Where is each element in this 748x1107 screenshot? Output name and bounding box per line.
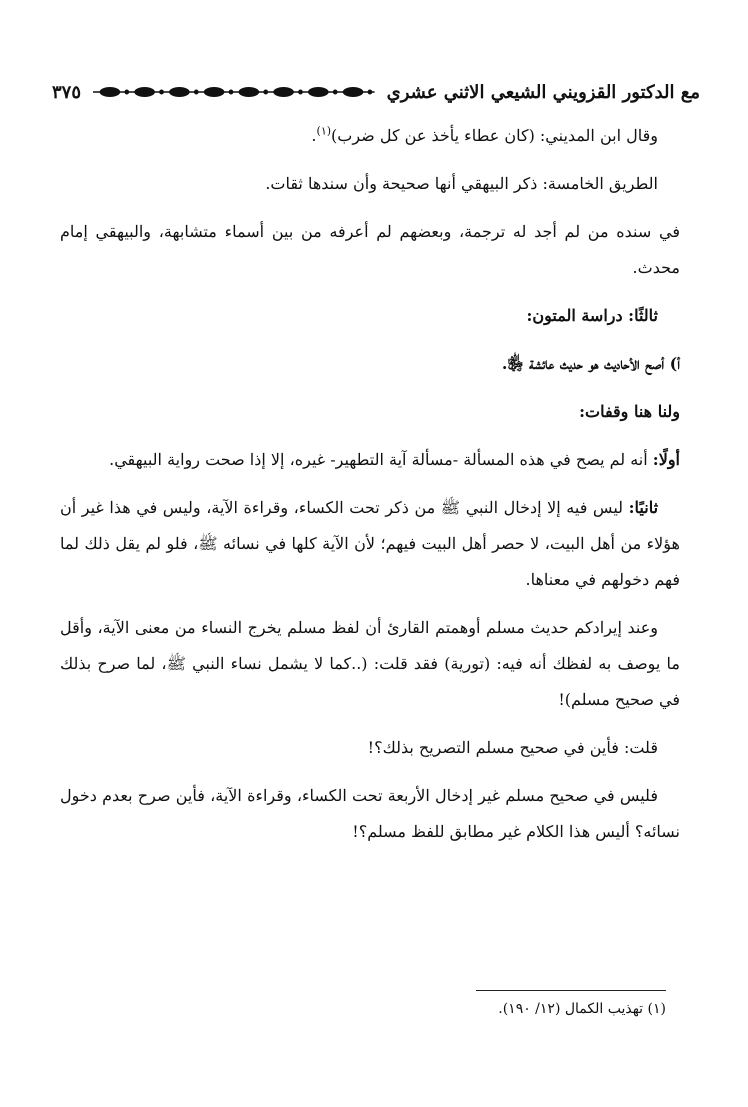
paragraph-1-text: وقال ابن المديني: (كان عطاء يأخذ عن كل ضرب) xyxy=(331,126,658,145)
paragraph-8-text: ليس فيه إلا إدخال النبي ﷺ من ذكر تحت الكساء، وقراءة الآية، وليس في هذا غير أن هؤلاء من أهل البيت، لا حصر أهل البيت فيهم؛ لأن الآية كلها في نسائه ﷺ، فلو لم يقل ذلك لما فهم دخولهم في معناها. xyxy=(60,498,680,589)
paragraph-3: في سنده من لم أجد له ترجمة، وبعضهم لم أعرفه من بين أسماء متشابهة، والبيهقي إمام محدث. xyxy=(60,222,680,277)
footnote: (١) تهذيب الكمال (١٢/ ١٩٠). xyxy=(498,1001,666,1017)
ornament-border-icon xyxy=(93,84,375,100)
page-body xyxy=(60,118,680,862)
paragraph-2: الطريق الخامسة: ذكر البيهقي أنها صحيحة وأن سندها ثقات. xyxy=(265,174,658,193)
running-header xyxy=(52,72,700,112)
ornament-dot-icon xyxy=(229,90,234,95)
paragraph-8-lead: ثانيًا: xyxy=(628,498,659,517)
paragraph-5: أ) أصح الأحاديث هو حديث عائشة ﵂. xyxy=(501,354,680,373)
paragraph-1-end: . xyxy=(311,126,317,145)
footnote-divider xyxy=(476,990,666,991)
paragraph-11: فليس في صحيح مسلم غير إدخال الأربعة تحت الكساء، وقراءة الآية، فأين صرح بعدم دخول نسائه؟ أليس هذا الكلام غير مطابق للفظ مسلم؟! xyxy=(60,786,680,841)
paragraph-9: وعند إيرادكم حديث مسلم أوهمتم القارئ أن لفظ مسلم يخرج النساء من معنى الآية، وأقل ما يوصف به لفظك أنه فيه: (تورية) فقد قلت: (..كما لا يشمل نساء النبي ﷺ، لما صرح بذلك في صحيح مسلم)! xyxy=(60,618,680,709)
ornament-leaf-icon xyxy=(169,87,190,97)
ornament-leaf-icon xyxy=(273,87,294,97)
ornament-dot-icon xyxy=(124,90,129,95)
ornament-leaf-icon xyxy=(204,87,225,97)
page-number: ٣٧٥ xyxy=(52,81,82,103)
ornament-leaf-icon xyxy=(308,87,329,97)
ornament-leaf-icon xyxy=(343,87,364,97)
paragraph-6: ولنا هنا وقفات: xyxy=(579,402,680,421)
ornament-leaf-icon xyxy=(100,87,121,97)
paragraph-7 xyxy=(60,442,680,478)
paragraph-10: قلت: فأين في صحيح مسلم التصريح بذلك؟! xyxy=(367,738,658,757)
paragraph-7-lead: أولًا: xyxy=(652,450,680,469)
ornament-leaf-icon xyxy=(239,87,260,97)
ornament-dot-icon xyxy=(368,90,373,95)
paragraph-8 xyxy=(60,490,680,598)
section-heading: ثالثًا: دراسة المتون: xyxy=(526,306,658,325)
ornament-dot-icon xyxy=(298,90,303,95)
paragraph-1 xyxy=(60,118,680,154)
ornament-dot-icon xyxy=(263,90,268,95)
ornament-leaf-icon xyxy=(134,87,155,97)
paragraph-7-text: أنه لم يصح في هذه المسألة -مسألة آية التطهير- غيره، إلا إذا صحت رواية البيهقي. xyxy=(109,450,648,469)
ornament-dot-icon xyxy=(333,90,338,95)
ornament-dot-icon xyxy=(194,90,199,95)
footnote-marker: (١) xyxy=(316,124,332,138)
ornament-dot-icon xyxy=(159,90,164,95)
header-title: مع الدكتور القزويني الشيعي الاثني عشري xyxy=(386,81,700,103)
